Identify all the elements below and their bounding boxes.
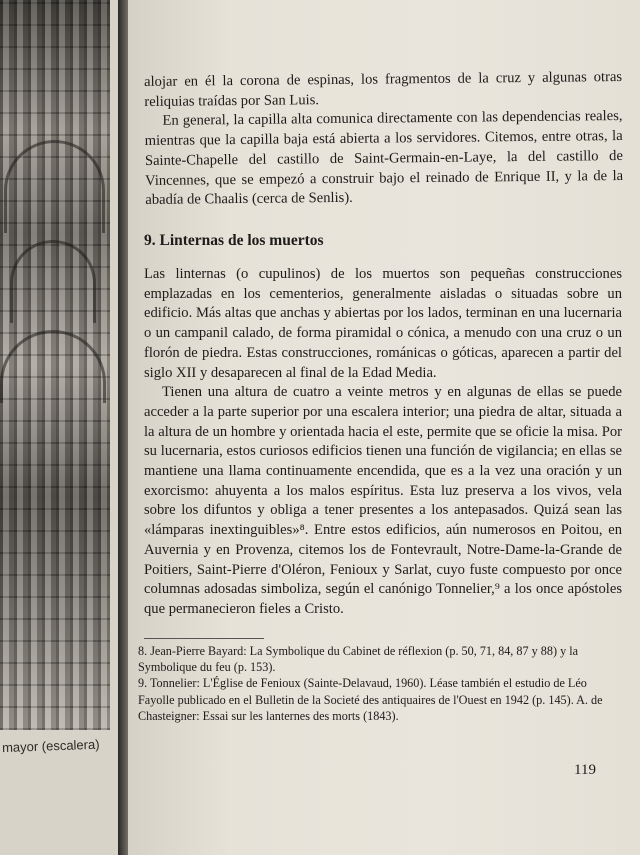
gothic-arch-decoration: [0, 330, 106, 403]
gothic-arch-decoration: [4, 140, 105, 233]
left-page: [0, 0, 128, 855]
paragraph: alojar en él la corona de espinas, los fragmentos de la cruz y algunas otras reliquias traídas por San Luis.: [144, 68, 623, 110]
paragraph: En general, la capilla alta comunica directamente con las dependencias reales, mientras que la capilla baja está abierta a los servidores. Citemos, entre otras, la Sainte-Chapelle del castillo de Saint-Germain-en-Laye, la del castillo de Vincennes, que se empezó a construir bajo el reinado de Enrique II, y la de la abadía de Chaalis (cerca de Senlis).: [144, 108, 624, 209]
intro-text: [144, 68, 623, 211]
section-body: [144, 265, 622, 620]
gothic-arch-decoration: [10, 240, 96, 323]
right-page: [128, 0, 640, 855]
cathedral-photo: [0, 0, 110, 730]
paragraph: Tienen una altura de cuatro a veinte metros y en algunas de ellas se puede acceder a la parte superior por una escalera interior; una piedra de altar, situada a la altura de un hombre y orientada hacia el este, permite que se oficie la misa. Por su lucernaria, estos curiosos edificios tienen una función de vigilancia; en ellas se mantiene una llama continuamente encendida, que es a la vez una oración y un exorcismo: ahuyenta a los malos espíritus. Esta luz preserva a los vivos, vela sobre los difuntos y obliga a tener presentes a los antepasados. Quizá sean las «lámparas inextinguibles»⁸. Entre estos edificios, aún numerosos en Poitou, en Auvernia y en Provenza, citemos los de Fontevrault, Notre-Dame-la-Grande de Poitiers, Saint-Pierre d'Oléron, Fenioux y Sarlat, cuyo fuste compuesto por once columnas adosadas simboliza, según el canónigo Tonnelier,⁹ a los once apóstoles que permanecieron fieles a Cristo.: [144, 384, 622, 617]
footnotes: [138, 643, 622, 724]
footnote: 9. Tonnelier: L'Église de Fenioux (Sainte-Delavaud, 1960). Léase también el estudio de Léo Fayolle publicado en el Bulletin de la Societé des antiquaires de l'Ouest en 1942 (p. 145). A. de Chasteigner: Essai sur les lanternes des morts (1843).: [138, 676, 603, 723]
photo-caption: mayor (escalera): [1, 736, 100, 756]
paragraph: Las linternas (o cupulinos) de los muertos son pequeñas construcciones emplazadas en los cementerios, generalmente aisladas o situadas sobre un edificio. Más altas que anchas y abiertas por los lados, terminan en una lucernaria o un campanil calado, de forma piramidal o cónica, a menudo con una cruz o un florón de piedra. Estas construcciones, románicas o góticas, aparecen a partir del siglo XII y desaparecen al final de la Edad Media.: [144, 266, 622, 381]
section-heading: 9. Linternas de los muertos: [144, 232, 324, 249]
footnote-divider: [144, 638, 264, 639]
page-number: 119: [574, 762, 596, 778]
footnote: 8. Jean-Pierre Bayard: La Symbolique du Cabinet de réflexion (p. 50, 71, 84, 87 y 88) y la Symbolique du feu (p. 153).: [138, 644, 578, 675]
